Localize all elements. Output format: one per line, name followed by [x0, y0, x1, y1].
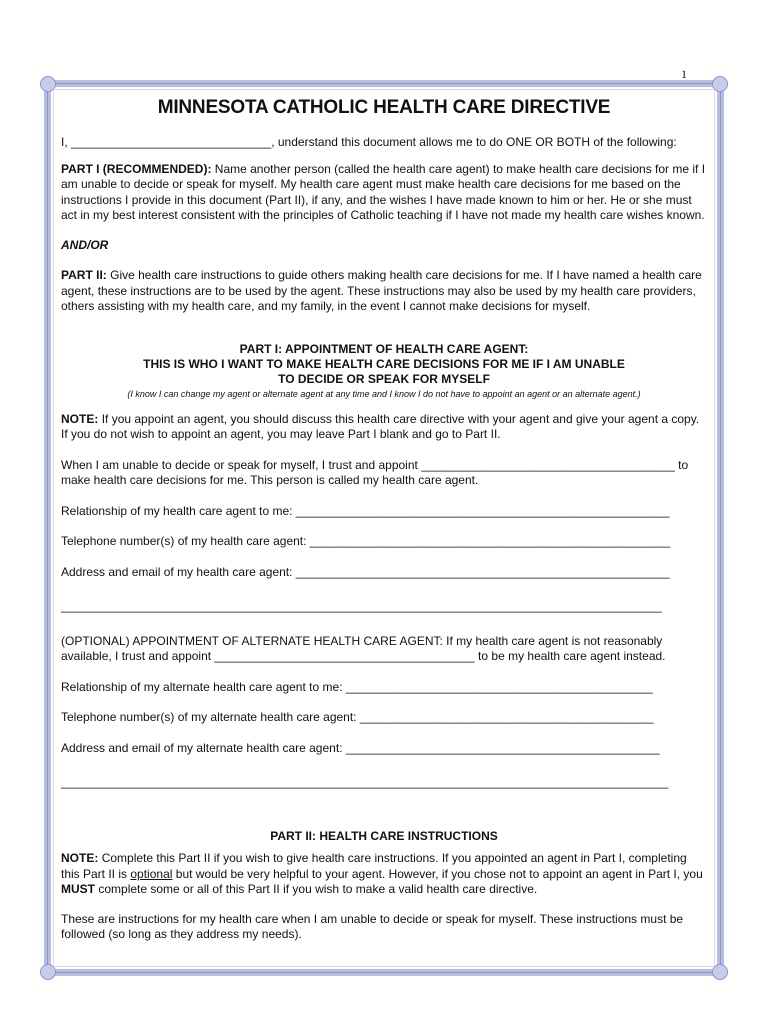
part1-label: PART I (RECOMMENDED):: [61, 161, 212, 176]
document-title: MINNESOTA CATHOLIC HEALTH CARE DIRECTIVE: [157, 97, 611, 118]
border-corner-ornament: [712, 76, 728, 92]
part2-note-text-c: complete some or all of this Part II if you wish to make a valid health care directive.: [98, 882, 538, 896]
alternate-relationship-field[interactable]: Relationship of my alternate health care agent to me: ______________________________________________: [61, 679, 653, 694]
part2-note-label: NOTE:: [61, 851, 99, 865]
agent-address-continued-field[interactable]: __________________________________________________________________________________________: [61, 599, 662, 613]
part1-heading-line1: PART I: APPOINTMENT OF HEALTH CARE AGENT:: [239, 341, 529, 356]
and-or-separator: AND/OR: [61, 237, 109, 252]
part2-summary: [61, 268, 707, 315]
agent-appointment-field[interactable]: When I am unable to decide or speak for myself, I trust and appoint ______________________________________ to make health care decisions for me. This person is called my health care agent.: [61, 457, 689, 487]
part1-section-heading: [61, 342, 707, 387]
note-label: NOTE:: [61, 411, 99, 426]
border-corner-ornament: [712, 964, 728, 980]
part2-section-heading: PART II: HEALTH CARE INSTRUCTIONS: [270, 828, 498, 843]
intro-statement: I, ______________________________, understand this document allows me to do ONE OR BOTH of the following:: [61, 135, 677, 149]
border-corner-ornament: [40, 76, 56, 92]
part1-subnote: (I know I can change my agent or alternate agent at any time and I know I do not have to appoint an agent or an alternate agent.): [127, 388, 641, 399]
alternate-address-continued-field[interactable]: ___________________________________________________________________________________________: [61, 775, 669, 789]
part1-note: [61, 412, 707, 443]
part2-note: [61, 851, 707, 898]
alternate-agent-appointment-field[interactable]: (OPTIONAL) APPOINTMENT OF ALTERNATE HEALTH CARE AGENT: If my health care agent is not reasonably available, I trust and appoint _______________________________________ to be my health care agent instead.: [61, 633, 666, 663]
part1-summary: [61, 162, 707, 224]
agent-address-field[interactable]: Address and email of my health care agent: ________________________________________________________: [61, 564, 670, 579]
part1-heading-line3: TO DECIDE OR SPEAK FOR MYSELF: [278, 371, 490, 386]
must-emphasis: MUST: [61, 882, 95, 896]
alternate-telephone-field[interactable]: Telephone number(s) of my alternate health care agent: ____________________________________________: [61, 710, 654, 724]
optional-emphasis: optional: [130, 866, 173, 881]
note-text: If you appoint an agent, you should discuss this health care directive with your agent and give your agent a copy. If you do not wish to appoint an agent, you may leave Part I blank and go to Part II.: [61, 411, 700, 441]
part2-label: PART II:: [61, 268, 107, 282]
alternate-address-field[interactable]: Address and email of my alternate health care agent: _______________________________________________: [61, 740, 660, 755]
part2-note-text-a: Complete this Part II if you wish to give health care instructions. If you appointed an agent in Part I, completing this Part II is: [61, 851, 687, 881]
instructions-statement: These are instructions for my health care when I am unable to decide or speak for myself. These instructions must be followed (so long as they address my needs).: [61, 911, 684, 941]
page-number: 1: [681, 67, 687, 81]
part1-text: Name another person (called the health care agent) to make health care decisions for me if I am unable to decide or speak for myself. My health care agent must make health care decisions for me based on the instructions I provide in this document (Part II), if any, and the wishes I have made known to him or her. He or she must act in my best interest consistent with the principles of Catholic teaching if I have not made my health care wishes known.: [61, 161, 706, 222]
part2-note-text-b: but would be very helpful to your agent. However, if you chose not to appoint an agent in Part I, you: [175, 866, 703, 881]
part1-heading-line2: THIS IS WHO I WANT TO MAKE HEALTH CARE DECISIONS FOR ME IF I AM UNABLE: [143, 356, 625, 371]
agent-telephone-field[interactable]: Telephone number(s) of my health care agent: ______________________________________________________: [61, 534, 671, 548]
border-corner-ornament: [40, 964, 56, 980]
part2-text: Give health care instructions to guide others making health care decisions for me. If I have named a health care agent, these instructions are to be used by the agent. These instructions may also be used by my health care providers, others assisting with my health care, and my family, in the event I cannot make decisions for myself.: [61, 268, 702, 313]
document-body: [61, 96, 707, 943]
agent-relationship-field[interactable]: Relationship of my health care agent to me: ________________________________________________________: [61, 503, 670, 518]
